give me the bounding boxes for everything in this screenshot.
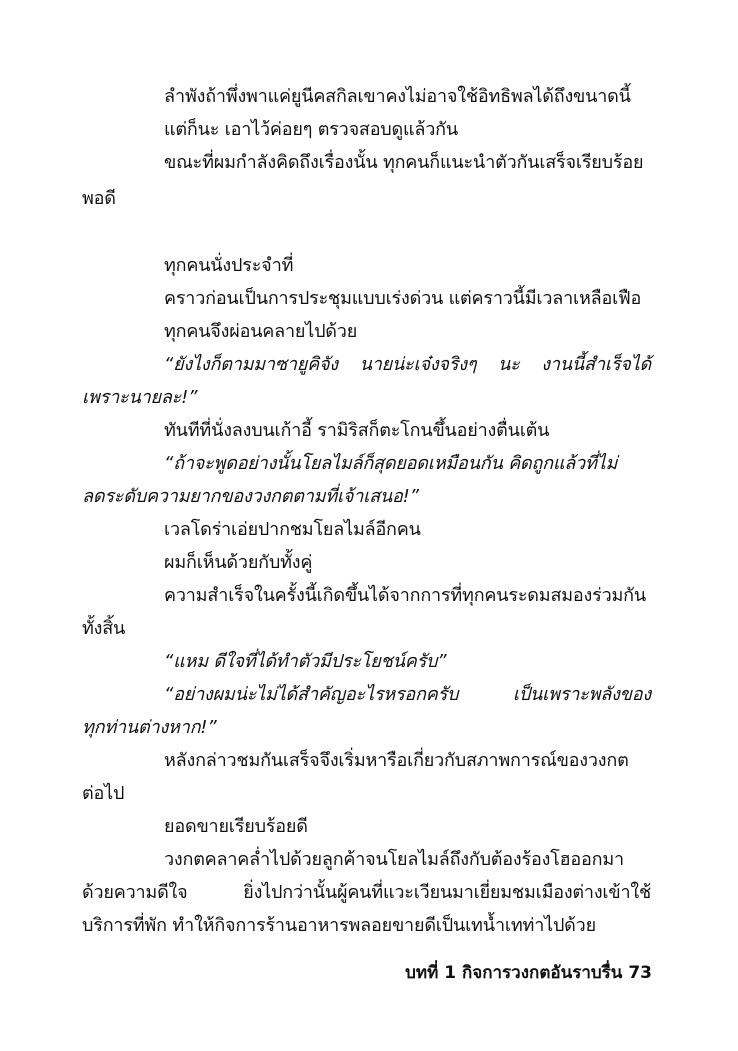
text-line: ต่อไป: [82, 783, 125, 804]
text-line: บริการที่พัก ทำให้กิจการร้านอาหารพลอยขายดีเป็นเทน้ำเทท่าไปด้วย: [82, 915, 596, 936]
text-line: คราวก่อนเป็นการประชุมแบบเร่งด่วน แต่คราวนี้มีเวลาเหลือเฟือ: [164, 288, 642, 309]
text-line: ยอดขายเรียบร้อยดี: [164, 816, 308, 837]
dialogue-line: ทุกท่านต่างหาก!”: [82, 717, 217, 738]
dialogue-line: ลดระดับความยากของวงกตตามที่เจ้าเสนอ!”: [82, 486, 419, 507]
text-line: แต่ก็นะ เอาไว้ค่อยๆ ตรวจสอบดูแล้วกัน: [164, 119, 458, 140]
dialogue-line: “แหม ดีใจที่ได้ทำตัวมีประโยชน์ครับ”: [164, 651, 447, 672]
text-line: ทุกคนนั่งประจำที่: [164, 255, 294, 276]
text-line: ความสำเร็จในครั้งนี้เกิดขึ้นได้จากการที่ทุกคนระดมสมองร่วมกัน: [164, 585, 646, 606]
text-line: ขณะที่ผมกำลังคิดถึงเรื่องนั้น ทุกคนก็แนะนำตัวกันเสร็จเรียบร้อย: [164, 152, 644, 173]
dialogue-line: “ถ้าจะพูดอย่างนั้นโยลไมล์ก็สุดยอดเหมือนกัน คิดถูกแล้วที่ไม่: [164, 453, 618, 474]
text-line: เวลโดร่าเอ่ยปากชมโยลไมล์อีกคน: [164, 519, 421, 540]
text-line: ทั้งสิ้น: [82, 618, 126, 639]
text-line: วงกตคลาคล่ำไปด้วยลูกค้าจนโยลไมล์ถึงกับต้องร้องโฮออกมา: [164, 849, 624, 870]
dialogue-line: เพราะนายละ!”: [82, 387, 198, 408]
dialogue-line: “อย่างผมน่ะไม่ได้สำคัญอะไรหรอกครับ เป็นเพราะพลังของ: [164, 684, 651, 705]
dialogue-line: “ยังไงก็ตามมาซายูคิจัง นายน่ะเจ๋งจริงๆ นะ งานนี้สำเร็จได้: [164, 354, 651, 375]
page-footer: บทที่ 1 กิจการวงกตอันราบรื่น 73: [405, 963, 652, 983]
text-line: หลังกล่าวชมกันเสร็จจึงเริ่มหารือเกี่ยวกับสภาพการณ์ของวงกต: [164, 750, 629, 771]
text-line: ทุกคนจึงผ่อนคลายไปด้วย: [164, 321, 358, 342]
text-line: พอดี: [82, 188, 116, 209]
text-line: ทันทีที่นั่งลงบนเก้าอี้ รามิริสก็ตะโกนขึ้นอย่างตื่นเต้น: [164, 420, 550, 441]
text-line: ผมก็เห็นด้วยกับทั้งคู่: [164, 552, 313, 573]
text-line: ลำพังถ้าพึ่งพาแค่ยูนีคสกิลเขาคงไม่อาจใช้อิทธิพลได้ถึงขนาดนี้: [164, 86, 631, 107]
text-line: ด้วยความดีใจ ยิ่งไปกว่านั้นผู้คนที่แวะเวียนมาเยี่ยมชมเมืองต่างเข้าใช้: [82, 882, 651, 903]
